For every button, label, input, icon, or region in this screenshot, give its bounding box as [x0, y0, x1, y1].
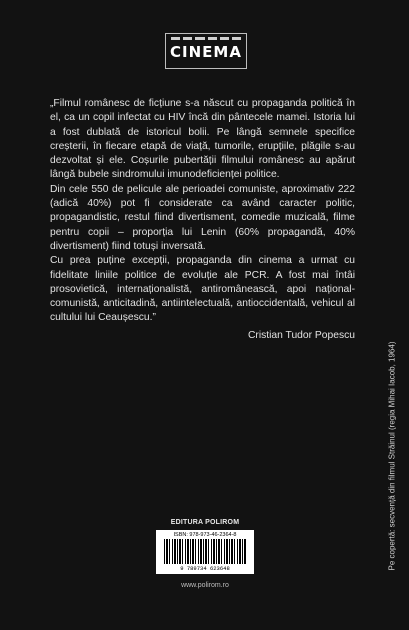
- cover-credit: [386, 318, 398, 594]
- paragraph: Din cele 550 de pelicule ale perioadei comuniste, aproximativ 222 (adică 40%) pot fi considerate ca având caracter politic, propagandistic, restul fiind divertisment, comedie muzicală, filme pentru copii – proporția lui Lenin (60% propagandă, 40% divertisment) fiind totuși inversată.: [50, 183, 355, 252]
- publisher-website: www.polirom.ro: [181, 582, 229, 589]
- back-cover-text: [50, 97, 355, 343]
- publisher-name: EDITURA POLIROM: [170, 519, 240, 526]
- barcode-bars-icon: [164, 539, 246, 564]
- cinema-collection-logo: [165, 33, 247, 69]
- barcode-digits: 9 789734 623648: [180, 565, 230, 572]
- isbn-label: ISBN: 978-973-46-2364-8: [173, 532, 237, 538]
- paragraph: Cu prea puține excepții, propaganda din cinema a urmat cu fidelitate liniile politice de evoluție ale PCR. A fost mai întâi prosovietică, internaționalistă, antiromânească, apoi național-comunistă, anticitadină, antiintelectuală, antioccidentală, vehicul al cultului lui Ceaușescu.”: [50, 255, 355, 324]
- barcode: [156, 530, 254, 574]
- cover-credit-text: Pe copertă: secvență din filmul Străinul (regia Mihai Iacob, 1964): [387, 341, 397, 571]
- author-signature: Cristian Tudor Popescu: [247, 329, 355, 341]
- film-strip-icon: [171, 37, 241, 40]
- logo-label: CINEMA: [170, 43, 242, 61]
- paragraph: „Filmul românesc de ficțiune s-a născut cu propaganda politică în el, ca un copil infectat cu HIV încă din pântecele mamei. Istoria lui a fost dublată de istoricul bolii. Pe lângă semnele specifice creșterii, în fiecare etapă de viață, tumorile, erupțiile, plăgile s-au dezvoltat și ele. Coșurile pubertății filmului românesc au apărut lângă bubele sindromului imunodeficienței politice.: [50, 98, 355, 181]
